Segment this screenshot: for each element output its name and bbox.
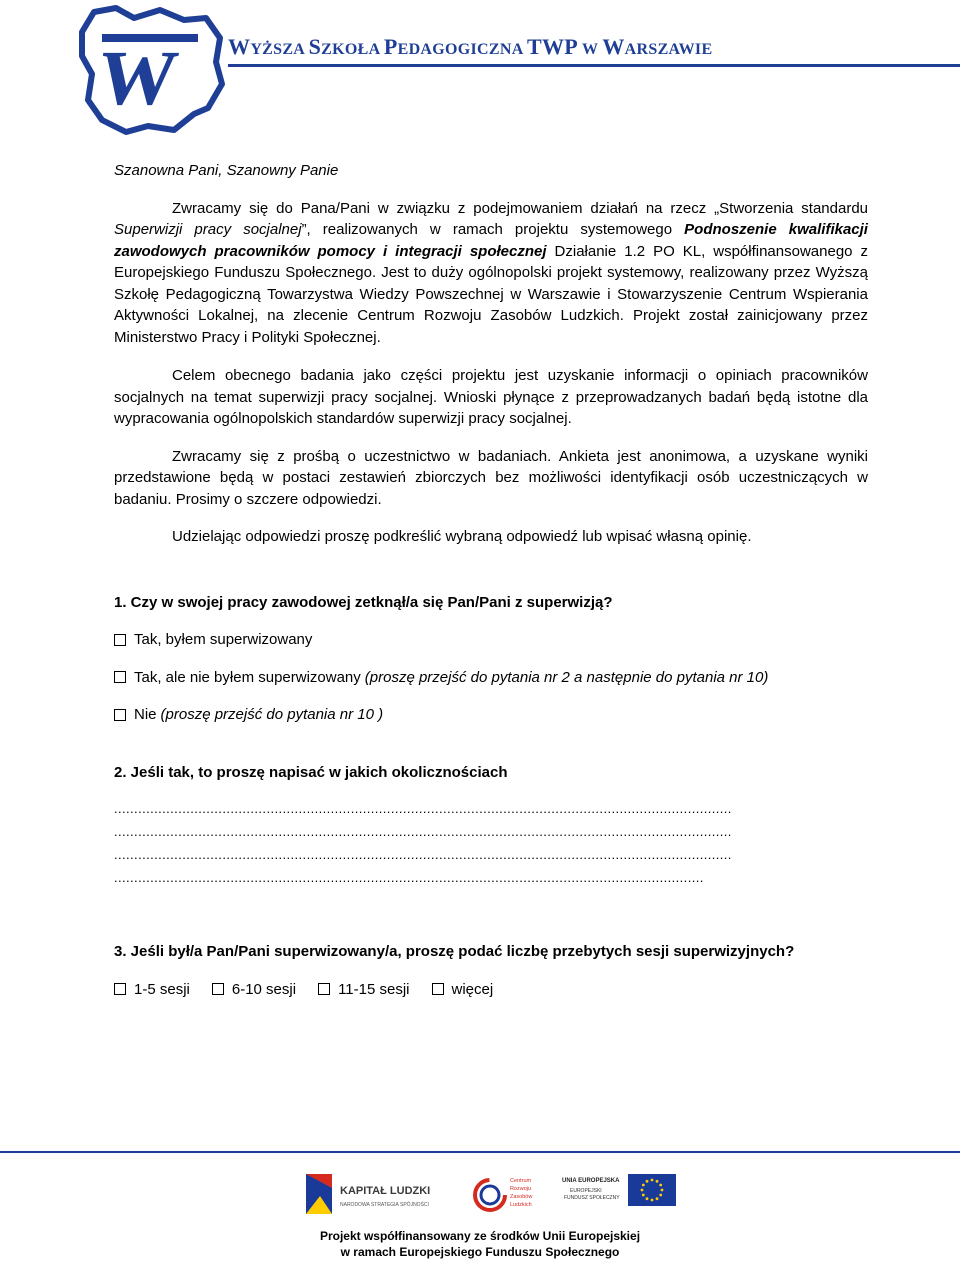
- checkbox-icon[interactable]: [212, 983, 224, 995]
- kapital-ludzki-logo: [306, 1174, 430, 1214]
- checkbox-icon[interactable]: [432, 983, 444, 995]
- checkbox-icon[interactable]: [114, 671, 126, 683]
- kapital-title: KAPITAŁ LUDZKI: [340, 1185, 431, 1197]
- q3-option-1[interactable]: 1-5 sesji: [114, 979, 190, 1001]
- crzl-line-1: Centrum: [510, 1178, 532, 1184]
- checkbox-icon[interactable]: [318, 983, 330, 995]
- checkbox-icon[interactable]: [114, 709, 126, 721]
- q3-options: [114, 979, 868, 1001]
- eu-logo: [562, 1174, 676, 1206]
- crzl-line-3: Zasobów: [510, 1194, 533, 1200]
- eu-sub-1: EUROPEJSKI: [570, 1188, 602, 1194]
- instruction-paragraph: Udzielając odpowiedzi proszę podkreślić wybraną odpowiedź lub wpisać własną opinię.: [172, 528, 752, 545]
- q1-option-2[interactable]: Tak, ale nie byłem superwizowany (proszę przejść do pytania nr 2 a następnie do pytania nr 10): [114, 667, 868, 689]
- header-divider: [228, 64, 960, 67]
- logo-letters: W: [92, 34, 183, 121]
- greeting: Szanowna Pani, Szanowny Panie: [114, 162, 339, 179]
- q3-option-3[interactable]: 11-15 sesji: [318, 979, 409, 1001]
- crzl-line-4: Ludzkich: [510, 1202, 532, 1208]
- question-1-title: 1. Czy w swojej pracy zawodowej zetknął/a się Pan/Pani z superwizją?: [114, 593, 613, 611]
- checkbox-icon[interactable]: [114, 634, 126, 646]
- q2-answer-lines[interactable]: .......................................................................................................................................................... .......................................................................................................................................................... .......................................................................................................................................................... ...................................................................................................................................................: [114, 801, 732, 885]
- crzl-logo: [475, 1178, 532, 1210]
- q1-option-1[interactable]: Tak, byłem superwizowany: [114, 629, 868, 651]
- letter-body: [114, 160, 868, 1000]
- eu-title: UNIA EUROPEJSKA: [562, 1178, 620, 1184]
- footer-divider: [0, 1151, 960, 1153]
- footer-logos: [300, 1168, 680, 1224]
- q1-option-3[interactable]: Nie (proszę przejść do pytania nr 10 ): [114, 704, 868, 726]
- eu-sub-2: FUNDUSZ SPOŁECZNY: [564, 1195, 620, 1201]
- school-logo: [76, 4, 226, 136]
- question-2-title: 2. Jeśli tak, to proszę napisać w jakich okolicznościach: [114, 763, 508, 781]
- checkbox-icon[interactable]: [114, 983, 126, 995]
- crzl-line-2: Rozwoju: [510, 1186, 532, 1192]
- question-3-title: 3. Jeśli był/a Pan/Pani superwizowany/a, proszę podać liczbę przebytych sesji superwizyjnych?: [114, 943, 795, 960]
- request-paragraph: Zwracamy się z prośbą o uczestnictwo w badaniach. Ankieta jest anonimowa, a uzyskane wyniki przedstawione będą w postaci zestawień zbiorczych bez możliwości identyfikacji osób uczestniczących w badaniu. Prosimy o szczere odpowiedzi.: [114, 447, 868, 508]
- purpose-paragraph: Celem obecnego badania jako części projektu jest uzyskanie informacji o opiniach pracowników socjalnych na temat superwizji pracy socjalnej. Wnioski płynące z przeprowadzanych badań będą istotne dla wypracowania ogólnopolskich standardów superwizji pracy socjalnej.: [114, 367, 868, 427]
- kapital-subtitle: NARODOWA STRATEGIA SPÓJNOŚCI: [340, 1202, 429, 1208]
- q3-option-2[interactable]: 6-10 sesji: [212, 979, 296, 1001]
- intro-paragraph: Zwracamy się do Pana/Pani w związku z podejmowaniem działań na rzecz „Stworzenia standardu Superwizji pracy socjalnej”, realizowanych w ramach projektu systemowego Podnoszenie kwalifikacji zawodowych pracowników pomocy i integracji społecznej Działanie 1.2 PO KL, współfinansowanego z Europejskiego Funduszu Społecznego. Jest to duży ogólnopolski projekt systemowy, realizowany przez Wyższą Szkołę Pedagogiczną Towarzystwa Wiedzy Powszechnej w Warszawie i Stowarzyszenie Centrum Wspierania Aktywności Lokalnej, na zlecenie Centrum Rozwoju Zasobów Ludzkich. Projekt został zainicjowany przez Ministerstwo Pracy i Polityki Społecznej.: [114, 199, 868, 346]
- footer-funding-note: Projekt współfinansowany ze środków Unii Europejskiej w ramach Europejskiego Funduszu Społecznego: [319, 1229, 641, 1259]
- school-name: WYŻSZA SZKOŁA PEDAGOGICZNA TWP W WARSZAWIE: [228, 34, 713, 59]
- page-header: [0, 0, 960, 140]
- q3-option-4[interactable]: więcej: [432, 979, 494, 1001]
